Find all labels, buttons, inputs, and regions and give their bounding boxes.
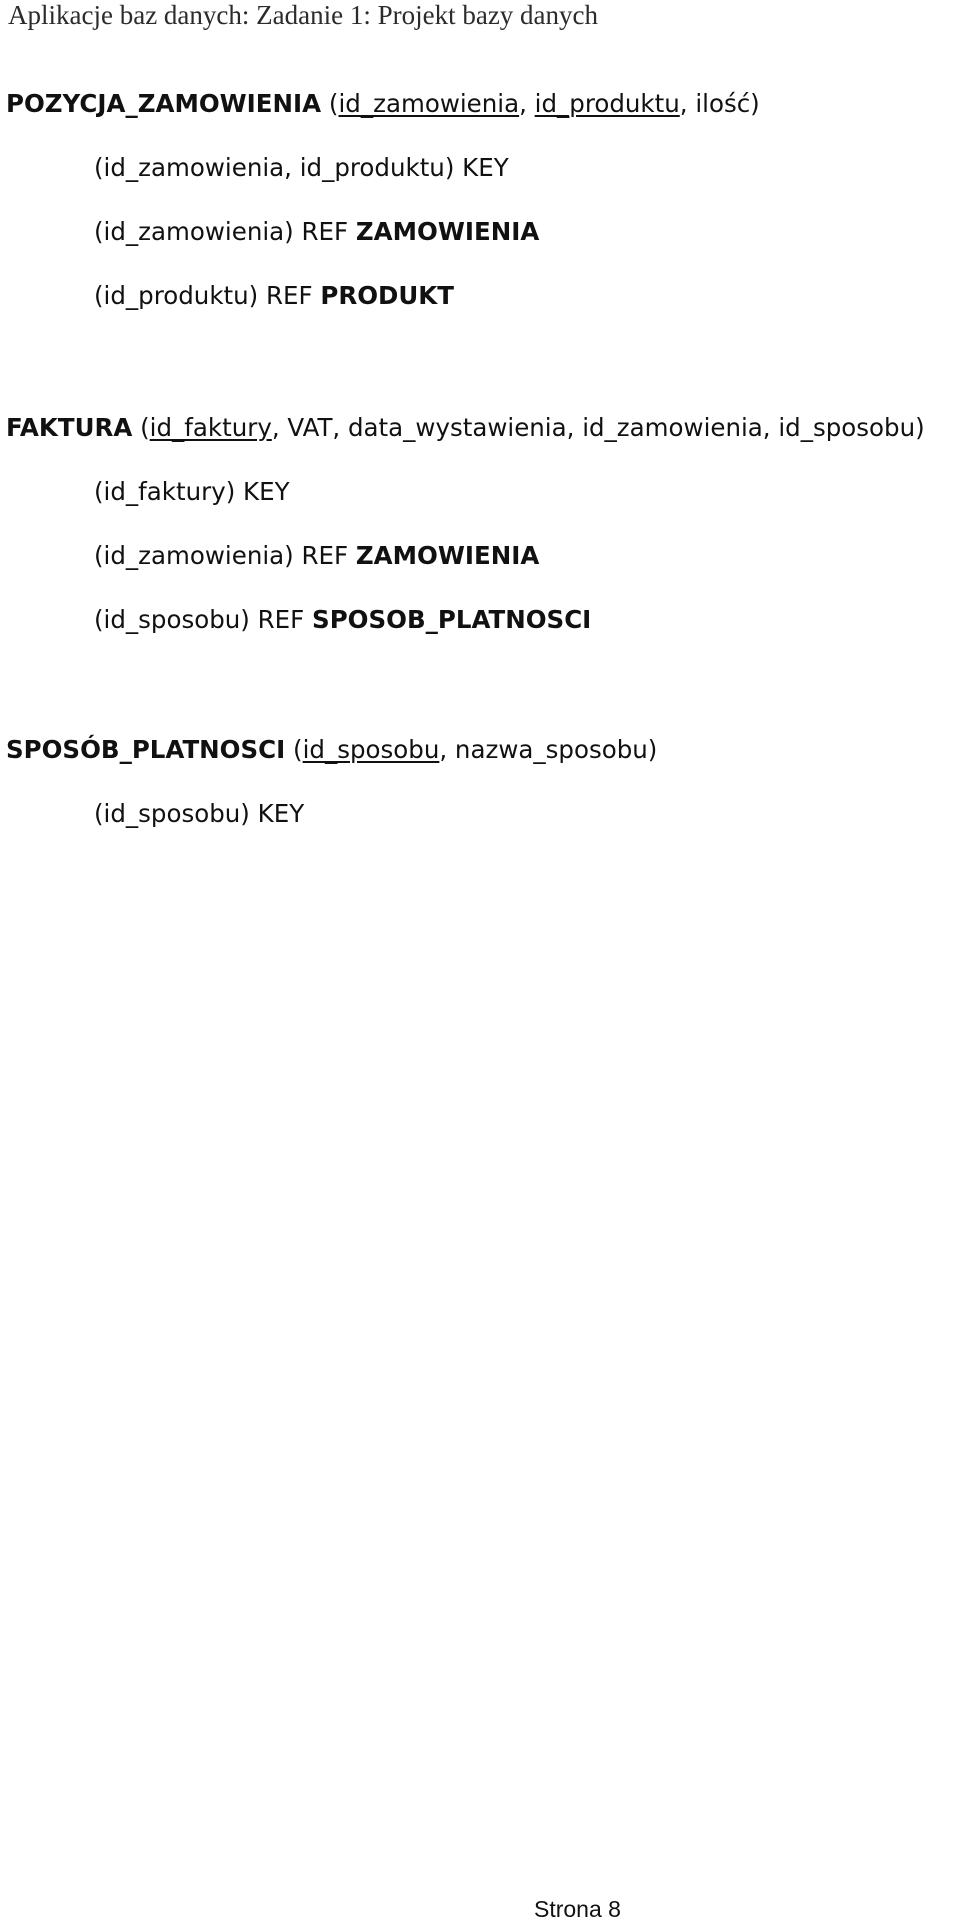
constraint-text: (id_zamowienia) REF <box>94 217 356 246</box>
constraint-key <box>94 799 304 829</box>
attribute-list-rest: , VAT, data_wystawienia, id_zamowienia, id_sposobu) <box>271 413 925 442</box>
key-attribute: id_sposobu <box>302 735 440 764</box>
attribute-separator: , <box>519 89 535 118</box>
constraint-text: (id_zamowienia) REF <box>94 541 356 570</box>
attribute-list-rest: , nazwa_sposobu) <box>439 735 658 764</box>
constraint-text: (id_faktury) KEY <box>94 477 290 506</box>
entity-name: SPOSÓB_PLATNOSCI <box>6 735 286 764</box>
constraint-key <box>94 477 290 507</box>
constraint-ref <box>94 605 591 635</box>
entity-name: POZYCJA_ZAMOWIENIA <box>6 89 322 118</box>
key-attribute: id_zamowienia <box>338 89 520 118</box>
constraint-ref <box>94 281 454 311</box>
open-paren: ( <box>285 735 303 764</box>
open-paren: ( <box>132 413 150 442</box>
constraint-text: (id_zamowienia, id_produktu) KEY <box>94 153 509 182</box>
key-attribute: id_faktury <box>149 413 272 442</box>
page-number: Strona 8 <box>534 1896 621 1922</box>
entity-name: FAKTURA <box>6 413 133 442</box>
constraint-ref <box>94 217 539 247</box>
referenced-entity: ZAMOWIENIA <box>355 541 540 570</box>
open-paren: ( <box>321 89 339 118</box>
constraint-text: (id_produktu) REF <box>94 281 321 310</box>
attribute-list-rest: , ilość) <box>679 89 760 118</box>
constraint-text: (id_sposobu) KEY <box>94 799 305 828</box>
referenced-entity: ZAMOWIENIA <box>355 217 540 246</box>
key-attribute: id_produktu <box>534 89 680 118</box>
constraint-text: (id_sposobu) REF <box>94 605 313 634</box>
page-header-title: Aplikacje baz danych: Zadanie 1: Projekt bazy danych <box>8 0 599 30</box>
entity-definition-pozycja-zamowienia <box>6 89 760 119</box>
constraint-ref <box>94 541 539 571</box>
referenced-entity: SPOSOB_PLATNOSCI <box>312 605 592 634</box>
referenced-entity: PRODUKT <box>320 281 454 310</box>
constraint-key <box>94 153 509 183</box>
entity-definition-sposob-platnosci <box>6 735 657 765</box>
entity-definition-faktura <box>6 413 925 443</box>
